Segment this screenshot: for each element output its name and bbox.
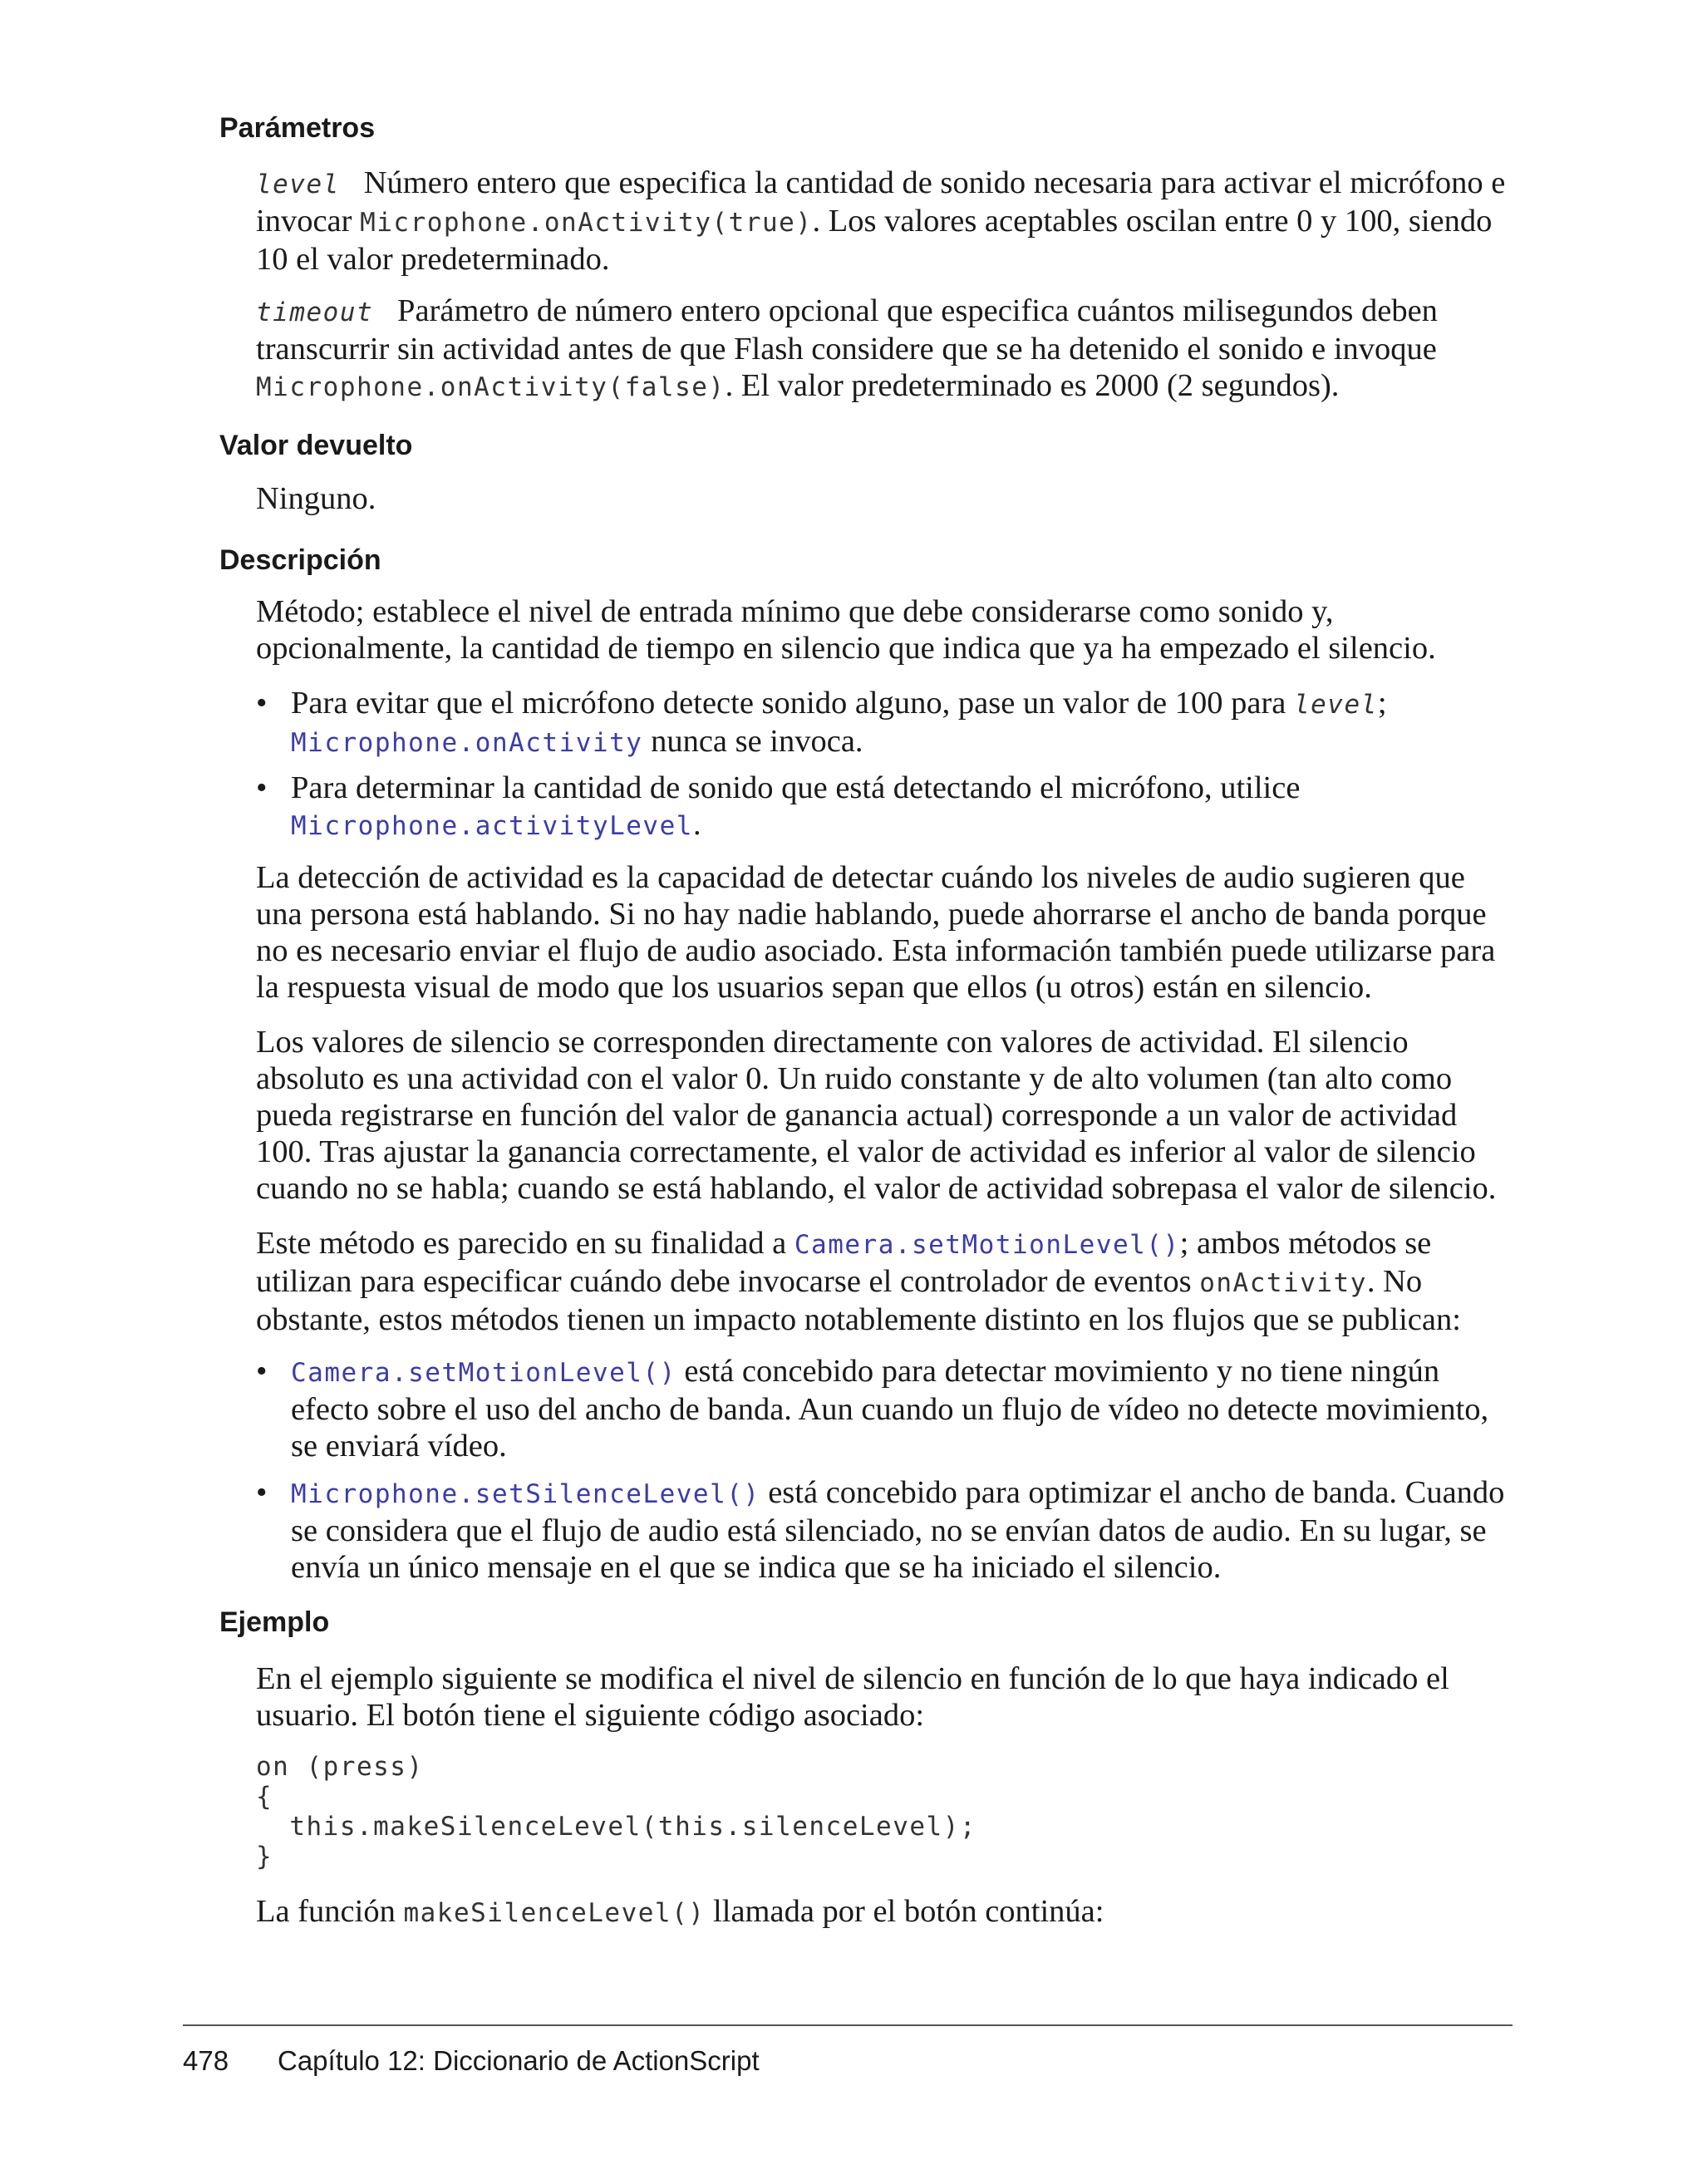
- bullet-text: [291, 770, 1511, 844]
- example-p2-text-b: llamada por el botón continúa:: [705, 1894, 1104, 1929]
- link-camera-setmotionlevel-2[interactable]: Camera.setMotionLevel(): [291, 1358, 676, 1388]
- bullet-2-text-b: .: [692, 807, 701, 842]
- param-timeout-text-a: Parámetro de número entero opcional que especifica cuántos milisegundos deben transcurrir sin actividad antes de que Flash considere que se ha detenido el sonido e invoque: [256, 293, 1438, 366]
- page-number: 478: [183, 2045, 229, 2076]
- bullet-icon: •: [256, 686, 268, 721]
- param-timeout-text-b: . El valor predeterminado es 2000 (2 segundos).: [725, 368, 1340, 403]
- example-p2-text-a: La función: [256, 1894, 404, 1929]
- bullet-icon: •: [256, 770, 268, 805]
- link-microphone-setsilencelevel[interactable]: Microphone.setSilenceLevel(): [291, 1479, 760, 1509]
- bullet-item: [256, 1474, 1511, 1586]
- bullet-text: [291, 1353, 1511, 1464]
- description-paragraph-4: [256, 1225, 1511, 1338]
- description-paragraph-3: Los valores de silencio se corresponden directamente con valores de actividad. El silencio absoluto es una actividad con el valor 0. Un ruido constante y de alto volumen (tan alto como pueda registrarse en función del valor de ganancia actual) corresponde a un valor de actividad 100. Tras ajustar la ganancia correctamente, el valor de actividad es inferior al valor de silencio cuando no se habla; cuando se está hablando, el valor de actividad sobrepasa el valor de silencio.: [256, 1025, 1497, 1206]
- description-paragraph-2: La detección de actividad es la capacidad de detectar cuándo los niveles de audio sugieren que una persona está hablando. Si no hay nadie hablando, puede ahorrarse el ancho de banda porque no es necesario enviar el flujo de audio asociado. Esta información también puede utilizarse para la respuesta visual de modo que los usuarios sepan que ellos (u otros) están en silencio.: [256, 860, 1496, 1005]
- param-level-text-b: . Los valores aceptables oscilan entre 0 y 100, siendo 10 el valor predeterminado.: [256, 204, 1493, 277]
- section-heading-descripcion: Descripción: [219, 544, 381, 576]
- bullet-text: [291, 1474, 1511, 1586]
- link-camera-setmotionlevel[interactable]: Camera.setMotionLevel(): [794, 1230, 1180, 1260]
- example-code-block: on (press) { this.makeSilenceLevel(this.silenceLevel); }: [256, 1752, 977, 1872]
- p4-code: onActivity: [1199, 1268, 1367, 1298]
- bullet-item: [256, 685, 1511, 761]
- section-heading-valor-devuelto: Valor devuelto: [219, 430, 413, 461]
- param-level-text-a: Número entero que especifica la cantidad de sonido necesaria para activar el micrófono e invocar: [256, 165, 1506, 239]
- p4-text-c: . No obstante, estos métodos tienen un impacto notablemente distinto en los flujos que se publican:: [256, 1264, 1461, 1337]
- bullet-icon: •: [256, 1475, 268, 1510]
- bullet-item: [256, 770, 1511, 844]
- bullet-3-text: está concebido para detectar movimiento y no tiene ningún efecto sobre el uso del ancho de banda. Aun cuando un flujo de vídeo no detecte movimiento, se enviará vídeo.: [291, 1354, 1489, 1463]
- param-level-name: level: [256, 170, 340, 199]
- p4-text-b: ; ambos métodos se utilizan para especificar cuándo debe invocarse el controlador de eventos: [256, 1226, 1432, 1299]
- footer-divider: [183, 2024, 1513, 2026]
- param-timeout-name: timeout: [256, 298, 374, 327]
- bullet-icon: •: [256, 1354, 268, 1389]
- bullet-2-text-a: Para determinar la cantidad de sonido que está detectando el micrófono, utilice: [291, 770, 1301, 805]
- link-microphone-onactivity[interactable]: Microphone.onActivity: [291, 728, 643, 758]
- param-timeout-code: Microphone.onActivity(false): [256, 372, 726, 402]
- bullet-4-text: está concebido para optimizar el ancho de banda. Cuando se considera que el flujo de audio está silenciado, no se envían datos de audio. En su lugar, se envía un único mensaje en el que se indica que se ha iniciado el silencio.: [291, 1475, 1505, 1585]
- example-paragraph-1: En el ejemplo siguiente se modifica el nivel de silencio en función de lo que haya indicado el usuario. El botón tiene el siguiente código asociado:: [256, 1661, 1449, 1733]
- param-level: [256, 165, 1511, 278]
- description-paragraph-1: Método; establece el nivel de entrada mínimo que debe considerarse como sonido y, opcionalmente, la cantidad de tiempo en silencio que indica que ya ha empezado el silencio.: [256, 594, 1436, 666]
- bullet-item: [256, 1353, 1511, 1464]
- bullet-text: [291, 685, 1511, 761]
- example-paragraph-2: [256, 1893, 1511, 1931]
- bullet-1-text-a: Para evitar que el micrófono detecte sonido alguno, pase un valor de 100 para: [291, 686, 1294, 721]
- p4-text-a: Este método es parecido en su finalidad a: [256, 1226, 794, 1261]
- bullet-1-text-b: ;: [1377, 686, 1387, 721]
- link-microphone-activitylevel[interactable]: Microphone.activityLevel: [291, 811, 693, 841]
- bullet-1-code: level: [1293, 690, 1378, 720]
- bullet-1-text-c: nunca se invoca.: [642, 724, 863, 759]
- section-heading-ejemplo: Ejemplo: [219, 1606, 330, 1638]
- param-level-code: Microphone.onActivity(true): [360, 208, 813, 238]
- param-timeout: [256, 293, 1511, 406]
- chapter-title: Capítulo 12: Diccionario de ActionScript: [278, 2045, 760, 2076]
- return-value-text: Ninguno.: [256, 481, 376, 516]
- example-p2-code: makeSilenceLevel(): [403, 1898, 706, 1928]
- section-heading-parametros: Parámetros: [219, 112, 376, 144]
